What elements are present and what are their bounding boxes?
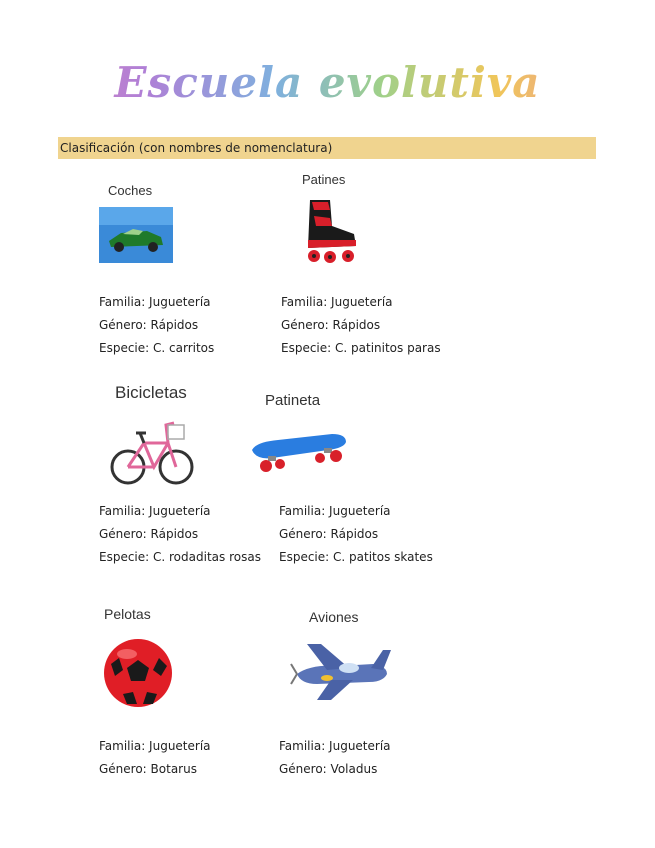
bicycle-image <box>108 413 196 491</box>
item-info <box>99 291 214 360</box>
familia-text: Familia: Juguetería <box>281 295 393 309</box>
familia-text: Familia: Juguetería <box>279 739 391 753</box>
airplane-image <box>287 638 395 704</box>
especie-text: Especie: C. carritos <box>99 341 215 355</box>
especie-text: Especie: C. rodaditas rosas <box>99 550 261 564</box>
roller-skate-image <box>296 196 362 266</box>
genero-text: Género: Voladus <box>279 762 378 776</box>
familia-text: Familia: Juguetería <box>279 504 391 518</box>
familia-text: Familia: Juguetería <box>99 295 211 309</box>
skateboard-image <box>248 428 350 478</box>
item-info <box>99 735 211 781</box>
item-label: Patines <box>302 172 346 187</box>
item-label: Aviones <box>309 609 359 625</box>
toy-car-image <box>99 207 173 263</box>
item-info <box>279 735 391 781</box>
item-label: Pelotas <box>104 606 151 622</box>
item-info <box>279 500 433 569</box>
item-label: Coches <box>108 183 153 198</box>
item-info <box>99 500 261 569</box>
especie-text: Especie: C. patinitos paras <box>281 341 441 355</box>
genero-text: Género: Rápidos <box>99 318 199 332</box>
ball-image <box>99 636 177 710</box>
genero-text: Género: Rápidos <box>281 318 381 332</box>
familia-text: Familia: Juguetería <box>99 504 211 518</box>
item-info <box>281 291 441 360</box>
page-title: Escuela evolutiva <box>0 58 655 107</box>
item-label: Patineta <box>265 392 321 409</box>
item-label: Bicicletas <box>115 383 187 402</box>
especie-text: Especie: C. patitos skates <box>279 550 433 564</box>
familia-text: Familia: Juguetería <box>99 739 211 753</box>
genero-text: Género: Botarus <box>99 762 197 776</box>
genero-text: Género: Rápidos <box>279 527 379 541</box>
classification-banner: Clasificación (con nombres de nomenclatura) <box>58 137 596 159</box>
genero-text: Género: Rápidos <box>99 527 199 541</box>
